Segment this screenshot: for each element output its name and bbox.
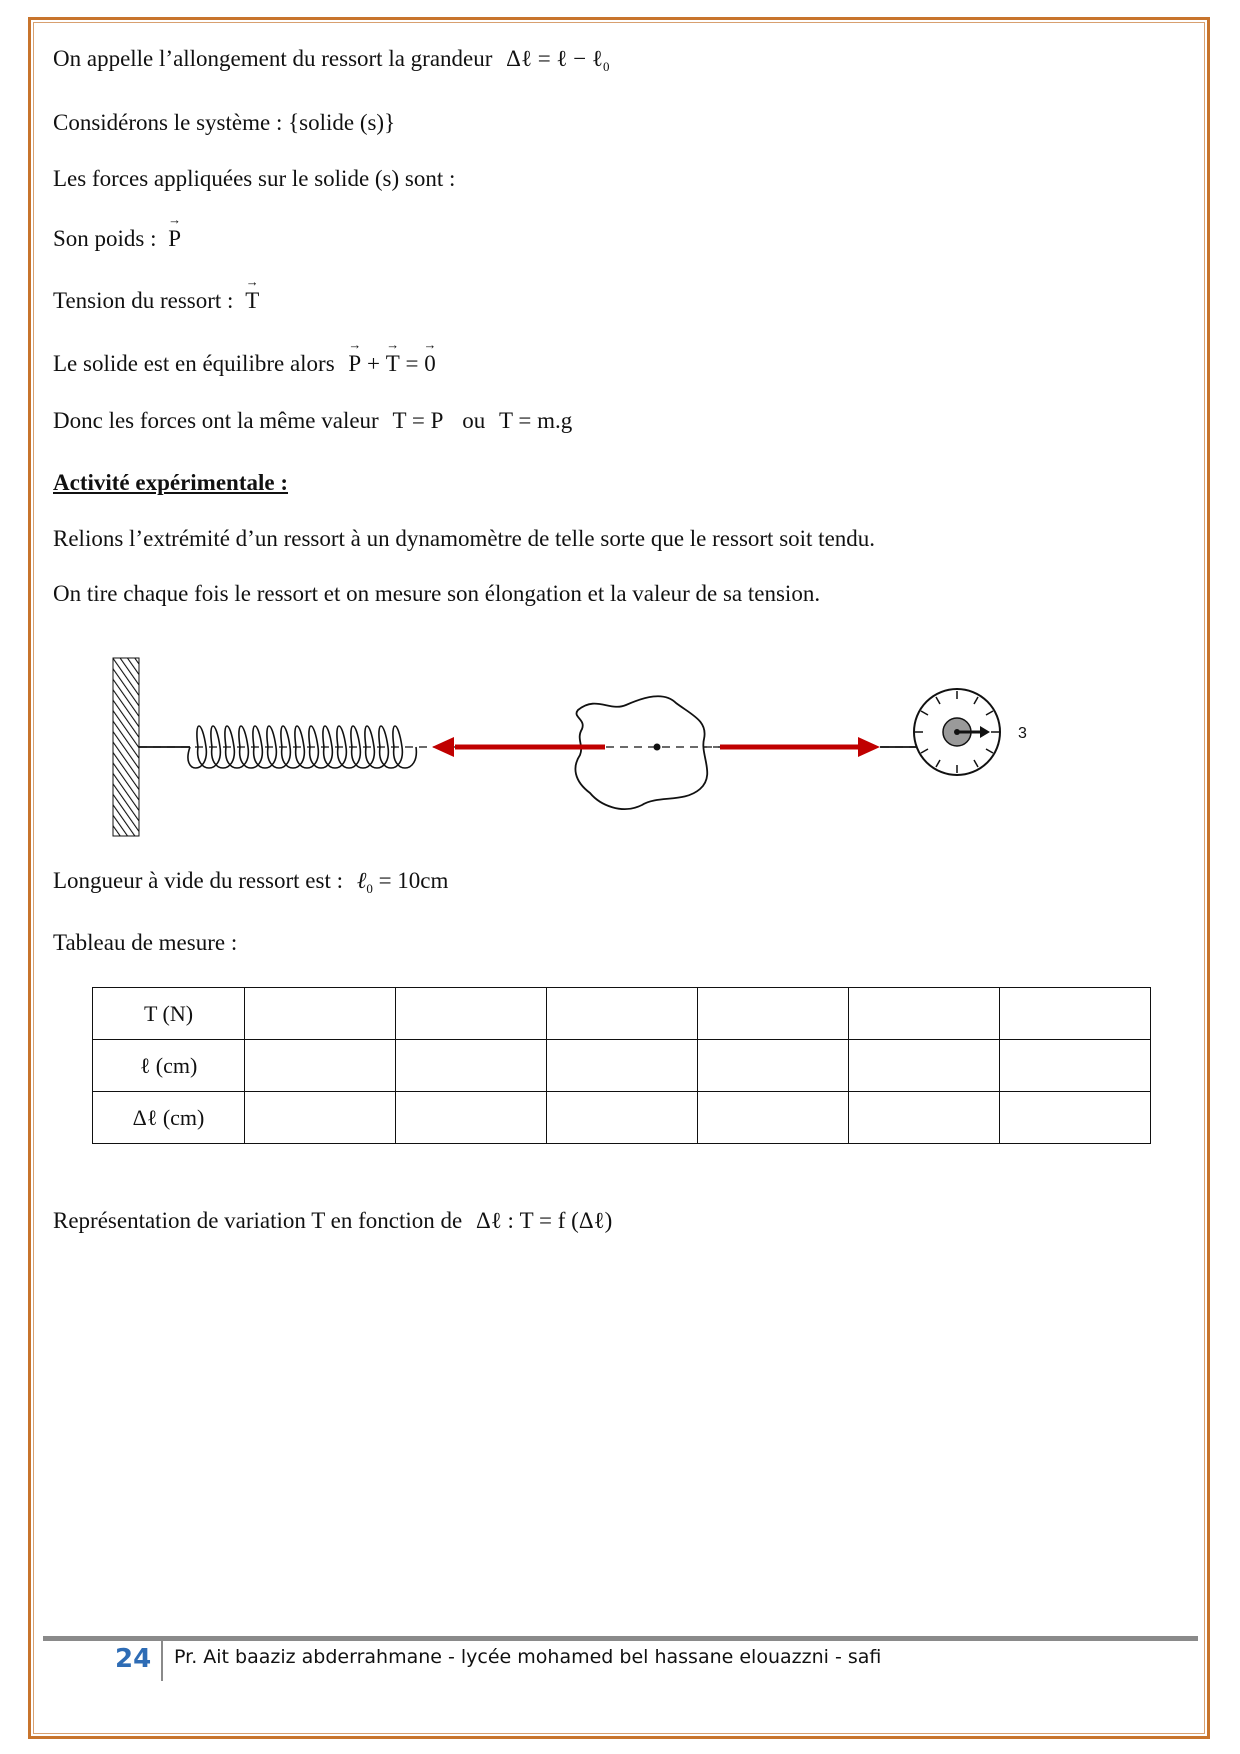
table-cell[interactable] <box>698 988 849 1040</box>
table-cell[interactable] <box>245 1092 396 1144</box>
table-row <box>93 988 1151 1040</box>
table-cell[interactable] <box>396 1092 547 1144</box>
forces-line: Les forces appliquées sur le solide (s) sont : <box>53 166 456 191</box>
same-value-line: Donc les forces ont la même valeur T = P ou T = m.g <box>53 408 573 433</box>
table-cell[interactable] <box>245 1040 396 1092</box>
wall-support <box>113 658 139 836</box>
activity-paragraph-2: On tire chaque fois le ressort et on mesure son élongation et la valeur de sa tension. <box>53 581 821 606</box>
experiment-figure <box>110 655 1070 845</box>
table-cell[interactable] <box>849 1092 1000 1144</box>
footer-rule <box>43 1636 1198 1641</box>
definition-line <box>53 46 609 75</box>
eq-zero-vector: → 0 <box>424 351 436 377</box>
dynamometer <box>914 689 1000 775</box>
definition-formula: Δℓ = ℓ − ℓ$_0$ <box>506 46 610 74</box>
equilibrium-formula: → P + → T = → 0 <box>348 351 435 376</box>
table-caption: Tableau de mesure : <box>53 930 238 955</box>
weight-vector: → P <box>168 226 181 252</box>
table-cell[interactable] <box>396 1040 547 1092</box>
table-cell[interactable] <box>1000 1092 1151 1144</box>
row-head-length: ℓ (cm) <box>93 1040 245 1092</box>
system-line: Considérons le système : {solide (s)} <box>53 110 396 135</box>
activity-paragraph-1: Relions l’extrémité d’un ressort à un dynamomètre de telle sorte que le ressort soit tendu. <box>53 526 876 551</box>
definition-text: On appelle l’allongement du ressort la grandeur <box>53 46 493 71</box>
measurement-table <box>92 987 1151 1144</box>
tension-arrow-spring-head <box>432 737 454 757</box>
equilibrium-text: Le solide est en équilibre alors <box>53 351 335 376</box>
page-number: 24 <box>115 1644 152 1674</box>
center-of-mass <box>654 744 661 751</box>
solid-body <box>575 696 707 809</box>
footer-author: Pr. Ait baaziz abderrahmane - lycée mohamed bel hassane elouazzni - safi <box>174 1646 882 1668</box>
row-head-elongation: Δℓ (cm) <box>93 1092 245 1144</box>
tension-arrow-dynamometer-head <box>858 737 880 757</box>
table-cell[interactable] <box>1000 1040 1151 1092</box>
table-cell[interactable] <box>1000 988 1151 1040</box>
table-cell[interactable] <box>849 988 1000 1040</box>
table-cell[interactable] <box>547 988 698 1040</box>
rest-length-formula: ℓ$_0$ = 10cm <box>356 868 449 896</box>
weight-line <box>53 226 181 252</box>
equilibrium-line <box>53 351 436 377</box>
table-row <box>93 1092 1151 1144</box>
table-cell[interactable] <box>849 1040 1000 1092</box>
eq-t-vector: → T <box>386 351 400 377</box>
eq-p-vector: → P <box>348 351 361 377</box>
tension-label: Tension du ressort : <box>53 288 234 313</box>
table-cell[interactable] <box>245 988 396 1040</box>
tension-line <box>53 288 259 314</box>
table-cell[interactable] <box>698 1040 849 1092</box>
table-cell[interactable] <box>547 1092 698 1144</box>
activity-heading: Activité expérimentale : <box>53 470 289 495</box>
table-cell[interactable] <box>698 1092 849 1144</box>
row-head-tension: T (N) <box>93 988 245 1040</box>
weight-label: Son poids : <box>53 226 157 251</box>
tension-vector: → T <box>245 288 259 314</box>
dial-label: 3 <box>1018 725 1027 742</box>
footer-separator <box>161 1641 163 1681</box>
representation-line: Représentation de variation T en fonction de Δℓ : T = f (Δℓ) <box>53 1208 613 1233</box>
table-cell[interactable] <box>396 988 547 1040</box>
table-row <box>93 1040 1151 1092</box>
rest-length-line: Longueur à vide du ressort est : ℓ$_0$ = 10cm <box>53 868 449 896</box>
table-cell[interactable] <box>547 1040 698 1092</box>
